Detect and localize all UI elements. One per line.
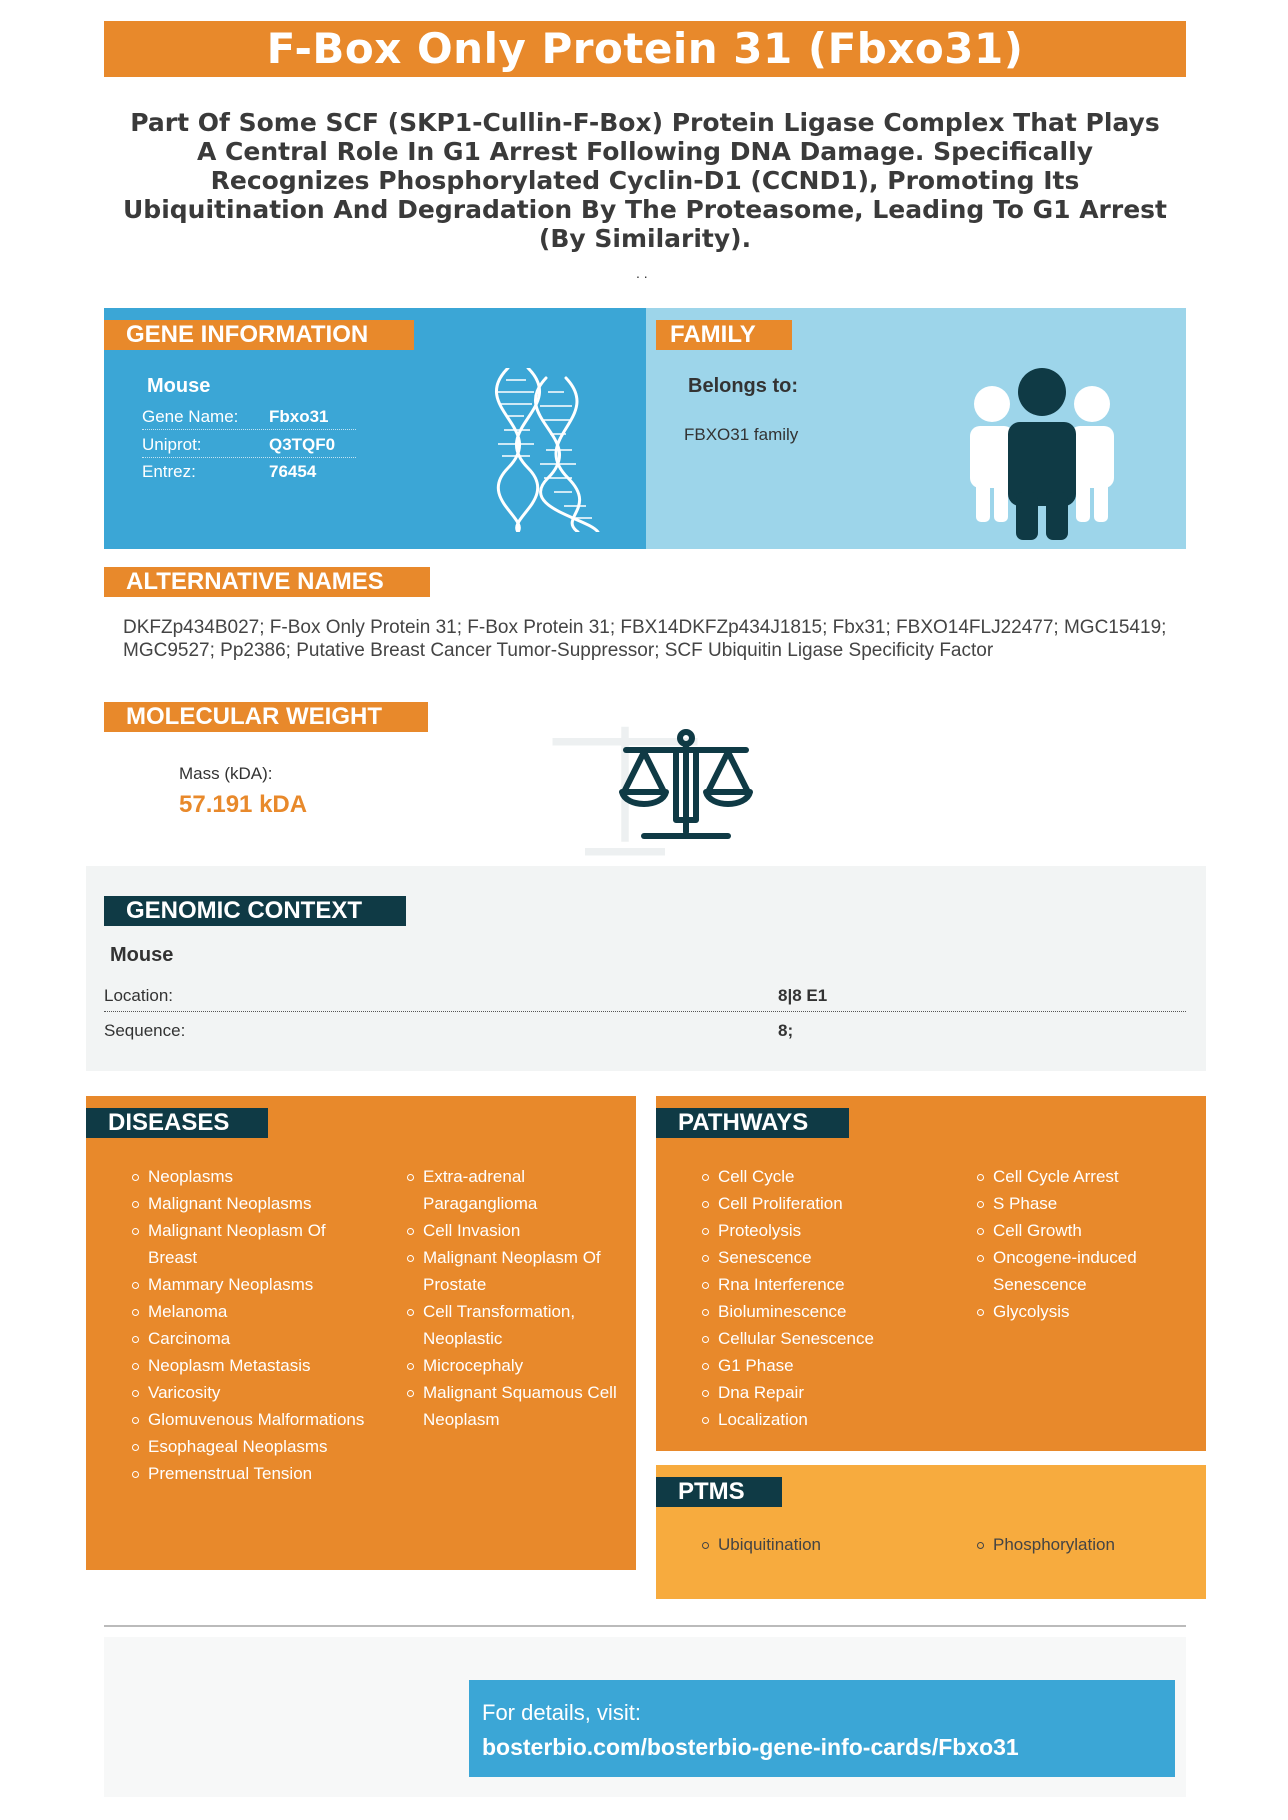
list-item: Cellular Senescence xyxy=(699,1325,949,1352)
list-item: Oncogene-induced Senescence xyxy=(974,1244,1194,1298)
list-item: Proteolysis xyxy=(699,1217,949,1244)
list-item: Melanoma xyxy=(129,1298,369,1325)
genomic-sequence-row xyxy=(104,1013,1186,1047)
diseases-heading: DISEASES xyxy=(86,1108,268,1138)
list-item: Cell Growth xyxy=(974,1217,1194,1244)
list-item: Ubiquitination xyxy=(699,1531,949,1558)
list-item: Neoplasm Metastasis xyxy=(129,1352,369,1379)
gene-name-label: Gene Name: xyxy=(142,407,239,426)
list-item: Rna Interference xyxy=(699,1271,949,1298)
footer-divider xyxy=(104,1625,1186,1627)
details-link-box[interactable] xyxy=(469,1680,1175,1777)
list-item: Mammary Neoplasms xyxy=(129,1271,369,1298)
genomic-location-row xyxy=(104,978,1186,1012)
location-label: Location: xyxy=(104,986,173,1005)
list-item: Carcinoma xyxy=(129,1325,369,1352)
family-belongs-label: Belongs to: xyxy=(688,375,798,397)
list-item: Extra-adrenal Paraganglioma xyxy=(404,1163,636,1217)
ptms-list-col2 xyxy=(974,1531,1194,1558)
entrez-label: Entrez: xyxy=(142,462,196,481)
pathways-list-col1 xyxy=(699,1163,949,1433)
list-item: Malignant Neoplasm Of Breast xyxy=(129,1217,369,1271)
alternative-names-heading: ALTERNATIVE NAMES xyxy=(104,567,430,597)
details-label: For details, visit: xyxy=(482,1700,641,1725)
list-item: Malignant Neoplasm Of Prostate xyxy=(404,1244,636,1298)
list-item: S Phase xyxy=(974,1190,1194,1217)
dna-helix-icon xyxy=(468,368,608,532)
list-item: Varicosity xyxy=(129,1379,369,1406)
separator-dots: . . xyxy=(636,265,648,281)
list-item: Malignant Neoplasms xyxy=(129,1190,369,1217)
family-heading: FAMILY xyxy=(656,320,792,350)
ptms-heading: PTMS xyxy=(656,1477,782,1507)
list-item: Microcephaly xyxy=(404,1352,636,1379)
list-item: Esophageal Neoplasms xyxy=(129,1433,369,1460)
list-item: Dna Repair xyxy=(699,1379,949,1406)
entrez-value: 76454 xyxy=(269,462,317,481)
page-title: F-Box Only Protein 31 (Fbxo31) xyxy=(104,21,1186,77)
list-item: Localization xyxy=(699,1406,949,1433)
molecular-weight-heading: MOLECULAR WEIGHT xyxy=(104,702,428,732)
list-item: Senescence xyxy=(699,1244,949,1271)
entrez-row xyxy=(142,457,356,485)
ptms-list-col1 xyxy=(699,1531,949,1558)
family-value: FBXO31 family xyxy=(684,425,799,444)
balance-scale-icon xyxy=(618,728,754,842)
list-item: Cell Cycle Arrest xyxy=(974,1163,1194,1190)
gene-species: Mouse xyxy=(147,375,211,397)
genomic-context-heading: GENOMIC CONTEXT xyxy=(104,896,406,926)
sequence-value: 8; xyxy=(778,1021,794,1040)
gene-summary: Part Of Some SCF (SKP1-Cullin-F-Box) Protein Ligase Complex That Plays A Central Role In G1 Arrest Following DNA Damage. Specifically Recognizes Phosphorylated Cyclin-D1 (CCND1), Promoting Its Ubiquitination And Degradation By The Proteasome, Leading To G1 Arrest (By Similarity). xyxy=(123,108,1167,253)
list-item: G1 Phase xyxy=(699,1352,949,1379)
sequence-label: Sequence: xyxy=(104,1021,186,1040)
list-item: Cell Proliferation xyxy=(699,1190,949,1217)
list-item: Cell Cycle xyxy=(699,1163,949,1190)
list-item: Cell Transformation, Neoplastic xyxy=(404,1298,636,1352)
pathways-list-col2 xyxy=(974,1163,1194,1325)
list-item: Premenstrual Tension xyxy=(129,1460,369,1487)
list-item: Glycolysis xyxy=(974,1298,1194,1325)
people-group-icon xyxy=(966,368,1118,540)
gene-name-value: Fbxo31 xyxy=(269,407,329,426)
mass-label: Mass (kDA): xyxy=(179,764,273,783)
gene-name-row xyxy=(142,402,356,430)
list-item: Neoplasms xyxy=(129,1163,369,1190)
diseases-list-col2 xyxy=(404,1163,636,1433)
list-item: Cell Invasion xyxy=(404,1217,636,1244)
list-item: Bioluminescence xyxy=(699,1298,949,1325)
uniprot-row xyxy=(142,430,356,458)
diseases-list-col1 xyxy=(129,1163,369,1487)
uniprot-label: Uniprot: xyxy=(142,435,202,454)
details-link[interactable]: bosterbio.com/bosterbio-gene-info-cards/Fbxo31 xyxy=(482,1734,1019,1760)
alternative-names-text: DKFZp434B027; F-Box Only Protein 31; F-Box Protein 31; FBX14DKFZp434J1815; Fbx31; FBXO14FLJ22477; MGC15419; MGC9527; Pp2386; Putative Breast Cancer Tumor-Suppressor; SCF Ubiquitin Ligase Specificity Factor xyxy=(123,617,1167,661)
genomic-species: Mouse xyxy=(110,944,174,966)
pathways-heading: PATHWAYS xyxy=(656,1108,849,1138)
mass-value: 57.191 kDA xyxy=(179,791,308,818)
list-item: Phosphorylation xyxy=(974,1531,1194,1558)
list-item: Malignant Squamous Cell Neoplasm xyxy=(404,1379,636,1433)
uniprot-value: Q3TQF0 xyxy=(269,435,336,454)
list-item: Glomuvenous Malformations xyxy=(129,1406,369,1433)
gene-information-heading: GENE INFORMATION xyxy=(104,320,414,350)
location-value: 8|8 E1 xyxy=(778,986,828,1005)
